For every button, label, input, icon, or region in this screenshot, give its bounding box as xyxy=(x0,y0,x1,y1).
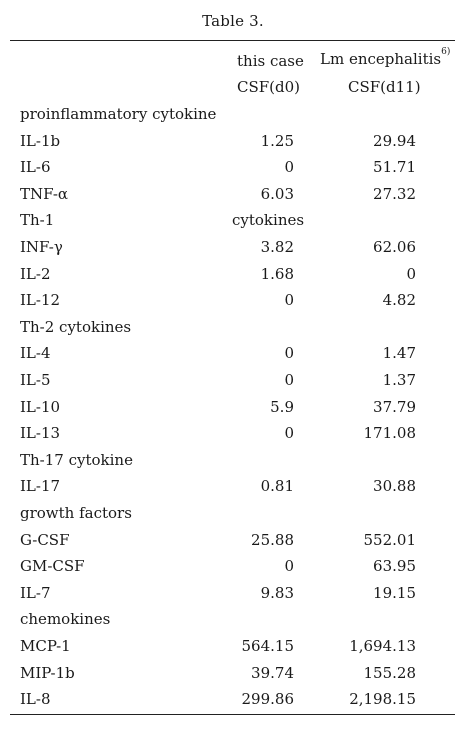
row-label: IL-2 xyxy=(20,264,51,283)
cell-lm-encephalitis: 4.82 xyxy=(382,291,416,310)
row-label: chemokines xyxy=(20,610,111,629)
cell-this-case: 5.9 xyxy=(270,397,294,416)
row-group-text: cytokines xyxy=(232,211,305,230)
cell-lm-encephalitis: 0 xyxy=(406,264,416,283)
bottom-rule xyxy=(10,714,455,715)
cell-lm-encephalitis: 29.94 xyxy=(373,131,416,150)
row-label: IL-6 xyxy=(20,158,51,177)
cell-lm-encephalitis: 30.88 xyxy=(373,477,416,496)
table-row xyxy=(0,473,466,499)
cell-this-case: 0 xyxy=(284,557,294,576)
table-row xyxy=(0,686,466,712)
row-label: IL-13 xyxy=(20,424,61,443)
cell-this-case: 0 xyxy=(284,371,294,389)
table-row xyxy=(0,314,466,340)
col1-header-line1: this case xyxy=(237,52,304,70)
cell-lm-encephalitis: 1,694.13 xyxy=(349,637,416,655)
cell-lm-encephalitis: 171.08 xyxy=(363,424,416,443)
table-row xyxy=(0,154,466,180)
cell-this-case: 0 xyxy=(284,158,294,177)
cell-lm-encephalitis: 27.32 xyxy=(373,184,416,203)
row-label: IL-1b xyxy=(20,131,61,150)
table-row xyxy=(0,207,466,233)
cell-lm-encephalitis: 63.95 xyxy=(373,557,416,576)
row-label: INF-γ xyxy=(20,238,63,256)
table-row xyxy=(0,606,466,632)
cell-lm-encephalitis: 155.28 xyxy=(363,663,416,682)
row-label: IL-4 xyxy=(20,344,51,363)
table-row xyxy=(0,500,466,526)
row-label: MCP-1 xyxy=(20,637,71,655)
row-label: G-CSF xyxy=(20,530,70,549)
table-row xyxy=(0,660,466,686)
row-label: IL-17 xyxy=(20,477,61,496)
row-label: Th-2 cytokines xyxy=(20,317,132,336)
table-row xyxy=(0,580,466,606)
cell-lm-encephalitis: 552.01 xyxy=(363,530,416,549)
table-row xyxy=(0,234,466,260)
table-row xyxy=(0,128,466,154)
row-label: proinflammatory cytokine xyxy=(20,105,217,123)
table-row xyxy=(0,420,466,446)
cell-lm-encephalitis: 1.37 xyxy=(382,371,416,389)
cell-this-case: 9.83 xyxy=(260,583,294,602)
table-row xyxy=(0,447,466,473)
top-rule xyxy=(10,40,455,41)
cell-lm-encephalitis: 62.06 xyxy=(373,238,416,256)
cell-lm-encephalitis: 37.79 xyxy=(373,397,416,416)
col2-header-line2: CSF(d11) xyxy=(348,78,421,96)
table-row xyxy=(0,340,466,366)
table-row xyxy=(0,181,466,207)
table-row xyxy=(0,287,466,313)
cell-lm-encephalitis: 51.71 xyxy=(373,158,416,177)
cell-this-case: 564.15 xyxy=(241,637,294,655)
table-row xyxy=(0,633,466,659)
table-row xyxy=(0,261,466,287)
cell-this-case: 1.25 xyxy=(260,131,294,150)
table-row xyxy=(0,527,466,553)
cell-lm-encephalitis: 19.15 xyxy=(373,583,416,602)
col1-header-line2: CSF(d0) xyxy=(237,78,301,96)
cell-this-case: 0 xyxy=(284,344,294,363)
row-label: GM-CSF xyxy=(20,557,85,576)
cell-this-case: 25.88 xyxy=(251,530,294,549)
row-label: Th-17 cytokine xyxy=(20,450,133,469)
cell-this-case: 6.03 xyxy=(260,184,294,203)
row-label: IL-5 xyxy=(20,371,51,389)
table-row xyxy=(0,553,466,579)
cell-lm-encephalitis: 2,198.15 xyxy=(349,690,416,709)
table-title: Table 3. xyxy=(202,12,264,30)
cell-this-case: 299.86 xyxy=(241,690,294,709)
row-label: MIP-1b xyxy=(20,663,75,682)
cell-this-case: 1.68 xyxy=(260,264,294,283)
row-label: IL-10 xyxy=(20,397,61,416)
cell-this-case: 39.74 xyxy=(251,663,294,682)
cell-this-case: 0 xyxy=(284,424,294,443)
row-label: IL-8 xyxy=(20,690,51,709)
col2-header-text: Lm encephalitis xyxy=(320,50,442,68)
row-label: IL-12 xyxy=(20,291,61,310)
cell-this-case: 3.82 xyxy=(260,238,294,256)
table-row xyxy=(0,101,466,127)
row-label: Th-1 xyxy=(20,211,55,230)
cell-this-case: 0 xyxy=(284,291,294,310)
cell-this-case: 0.81 xyxy=(260,477,294,496)
row-label: IL-7 xyxy=(20,583,51,602)
row-label: growth factors xyxy=(20,504,132,522)
col2-header-line1 xyxy=(320,47,451,68)
table-row xyxy=(0,367,466,393)
col2-header-footnote: 6) xyxy=(441,47,451,57)
row-label: TNF-α xyxy=(20,184,69,203)
cell-lm-encephalitis: 1.47 xyxy=(382,344,416,363)
table-row xyxy=(0,394,466,420)
